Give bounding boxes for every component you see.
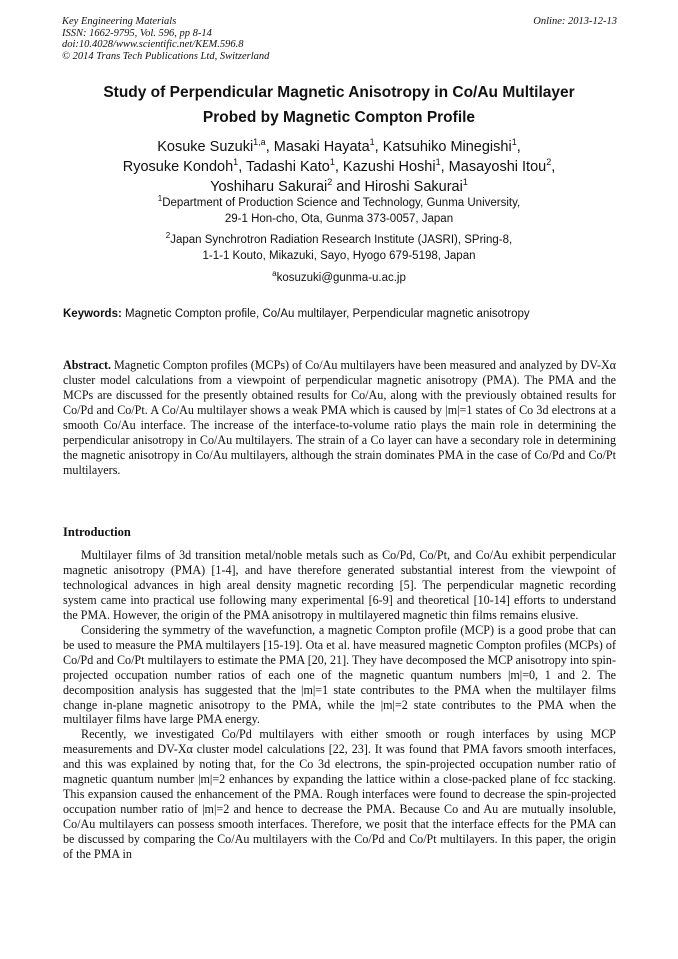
affiliation-mark: 1 [157, 194, 163, 203]
author-separator: , [238, 159, 246, 175]
author-affil-mark: 1,a [253, 137, 266, 147]
affiliation-2-line-2: 1-1-1 Kouto, Mikazuki, Sayo, Hyogo 679-5198, Japan [202, 249, 476, 262]
author: Masayoshi Itou [448, 159, 547, 175]
keywords-text: Magnetic Compton profile, Co/Au multilayer, Perpendicular magnetic anisotropy [121, 308, 530, 320]
journal-header [62, 16, 617, 62]
keywords [63, 307, 618, 322]
author-affil-mark: 1 [369, 137, 375, 147]
affiliation-2-line-1: Japan Synchrotron Radiation Research Institute (JASRI), SPring-8, [170, 234, 513, 246]
author-separator: , [551, 159, 556, 175]
abstract [63, 358, 616, 478]
author: Hiroshi Sakurai [364, 179, 463, 195]
author: Tadashi Kato [245, 159, 330, 175]
affiliation-1-line-2: 29-1 Hon-cho, Ota, Gunma 373-0057, Japan [224, 212, 454, 225]
author: Ryosuke Kondoh [122, 159, 234, 175]
title-line-1: Study of Perpendicular Magnetic Anisotropy in Co/Au Multilayer [103, 84, 575, 101]
paragraph: Considering the symmetry of the wavefunction, a magnetic Compton profile (MCP) is a good probe that can be used to measure the PMA multilayers [15-19]. Ota et al. have measured magnetic Compton profiles (MCPs) of Co/Pd and Co/Pt multilayers to estimate the PMA [20, 21]. They have decomposed the MCP anisotropy into spin-projected occupation number ratios of each one of the magnetic quantum numbers |m|=0, 1 and 2. The decomposition analysis has suggested that the |m|=1 state contributes to the PMA when the multilayer films change in-plane magnetic anisotropy to the PMA, while the |m|=2 state contributes to the PMA when the multilayer films have large PMA energy. [63, 622, 616, 727]
author: Kazushi Hoshi [342, 159, 436, 175]
keywords-label: Keywords: [63, 308, 122, 320]
author-affil-mark: 1 [329, 157, 335, 167]
author: Katsuhiko Minegishi [382, 139, 512, 155]
title-line-2: Probed by Magnetic Compton Profile [202, 109, 476, 126]
author-affil-mark: 2 [327, 177, 333, 187]
doi-line: doi:10.4028/www.scientific.net/KEM.596.8 [62, 39, 244, 50]
author: Masaki Hayata [273, 139, 370, 155]
issn-line: ISSN: 1662-9795, Vol. 596, pp 8-14 [62, 27, 212, 39]
author-separator: , [516, 139, 521, 155]
affiliation-1-line-1: Department of Production Science and Technology, Gunma University, [162, 197, 521, 209]
author-affil-mark: 1 [233, 157, 239, 167]
author-separator: , [265, 139, 274, 155]
abstract-label: Abstract. [63, 358, 112, 372]
author-affil-mark: 1 [511, 137, 517, 147]
author-affil-mark: 1 [462, 177, 468, 187]
abstract-text: Magnetic Compton profiles (MCPs) of Co/Au multilayers have been measured and analyzed by DV-Xα cluster model calculations from a viewpoint of perpendicular magnetic anisotropy (PMA). The PMA and the MCPs are discussed for the presently obtained results for Co/Au, along with the previously obtained results for Co/Pd and Co/Pt. A Co/Au multilayer shows a weak PMA which is caused by |m|=1 states of Co 3d electrons at a smooth Co/Au interface. The increase of the interface-to-volume ratio plays the main role in determining the perpendicular anisotropy in Co/Au multilayers. The strain of a Co layer can have a secondary role in determining the magnetic anisotropy in Co/Au multilayers, although the strain dominates PMA in the case of Co/Pd and Co/Pt multilayers. [63, 358, 617, 477]
online-date: Online: 2013-12-13 [533, 16, 617, 27]
paper-title [40, 80, 638, 130]
section-heading-introduction: Introduction [63, 525, 131, 539]
author-affil-mark: 2 [546, 157, 552, 167]
author-separator: , [334, 159, 343, 175]
paragraph: Multilayer films of 3d transition metal/noble metals such as Co/Pd, Co/Pt, and Co/Au exhibit perpendicular magnetic anisotropy (PMA) [1-4], and have therefore generated substantial interest from the viewpoint of technological advances in high areal density magnetic recording [5]. The perpendicular magnetic recording system came into practical use following many experimental [6-9] and theoretical [10-14] efforts to understand the PMA. However, the origin of the PMA anisotropy in multilayered magnetic thin films remains elusive. [63, 548, 616, 622]
paragraph: Recently, we investigated Co/Pd multilayers with either smooth or rough interfaces by using MCP measurements and DV-Xα cluster model calculations [22, 23]. It was found that PMA favors smooth interfaces, and this was explained by noting that, for the Co 3d electrons, the spin-projected occupation number ratio of magnetic quantum number |m|=2 enhances by expanding the lattice within a close-packed plane of fcc stacking. This expansion caused the enhancement of the PMA. Rough interfaces were found to decrease the spin-projected occupation number ratio of |m|=2 and hence to decrease the PMA. Because Co and Au are mutually insoluble, Co/Au multilayers can possess smooth interfaces. Therefore, we posit that the interface effects for the PMA can be discussed by comparing the Co/Au multilayers with the Co/Pd and Co/Pt multilayers. In this paper, the origin of the PMA in [63, 727, 616, 862]
journal-name: Key Engineering Materials [62, 16, 177, 27]
email-mark: a [272, 269, 277, 278]
affiliation-2 [40, 233, 638, 264]
copyright-line: © 2014 Trans Tech Publications Ltd, Switzerland [62, 50, 270, 62]
author-email: kosuzuki@gunma-u.ac.jp [276, 272, 406, 284]
author-separator: and [332, 179, 365, 195]
email-line [40, 271, 638, 287]
author-affil-mark: 1 [435, 157, 441, 167]
author: Kosuke Suzuki [157, 139, 254, 155]
introduction-body [63, 548, 616, 862]
author-separator: , [374, 139, 383, 155]
affiliation-1 [40, 196, 638, 227]
affiliation-mark: 2 [165, 231, 171, 240]
author: Yoshiharu Sakurai [210, 179, 328, 195]
author-separator: , [440, 159, 449, 175]
author-list [40, 137, 638, 197]
